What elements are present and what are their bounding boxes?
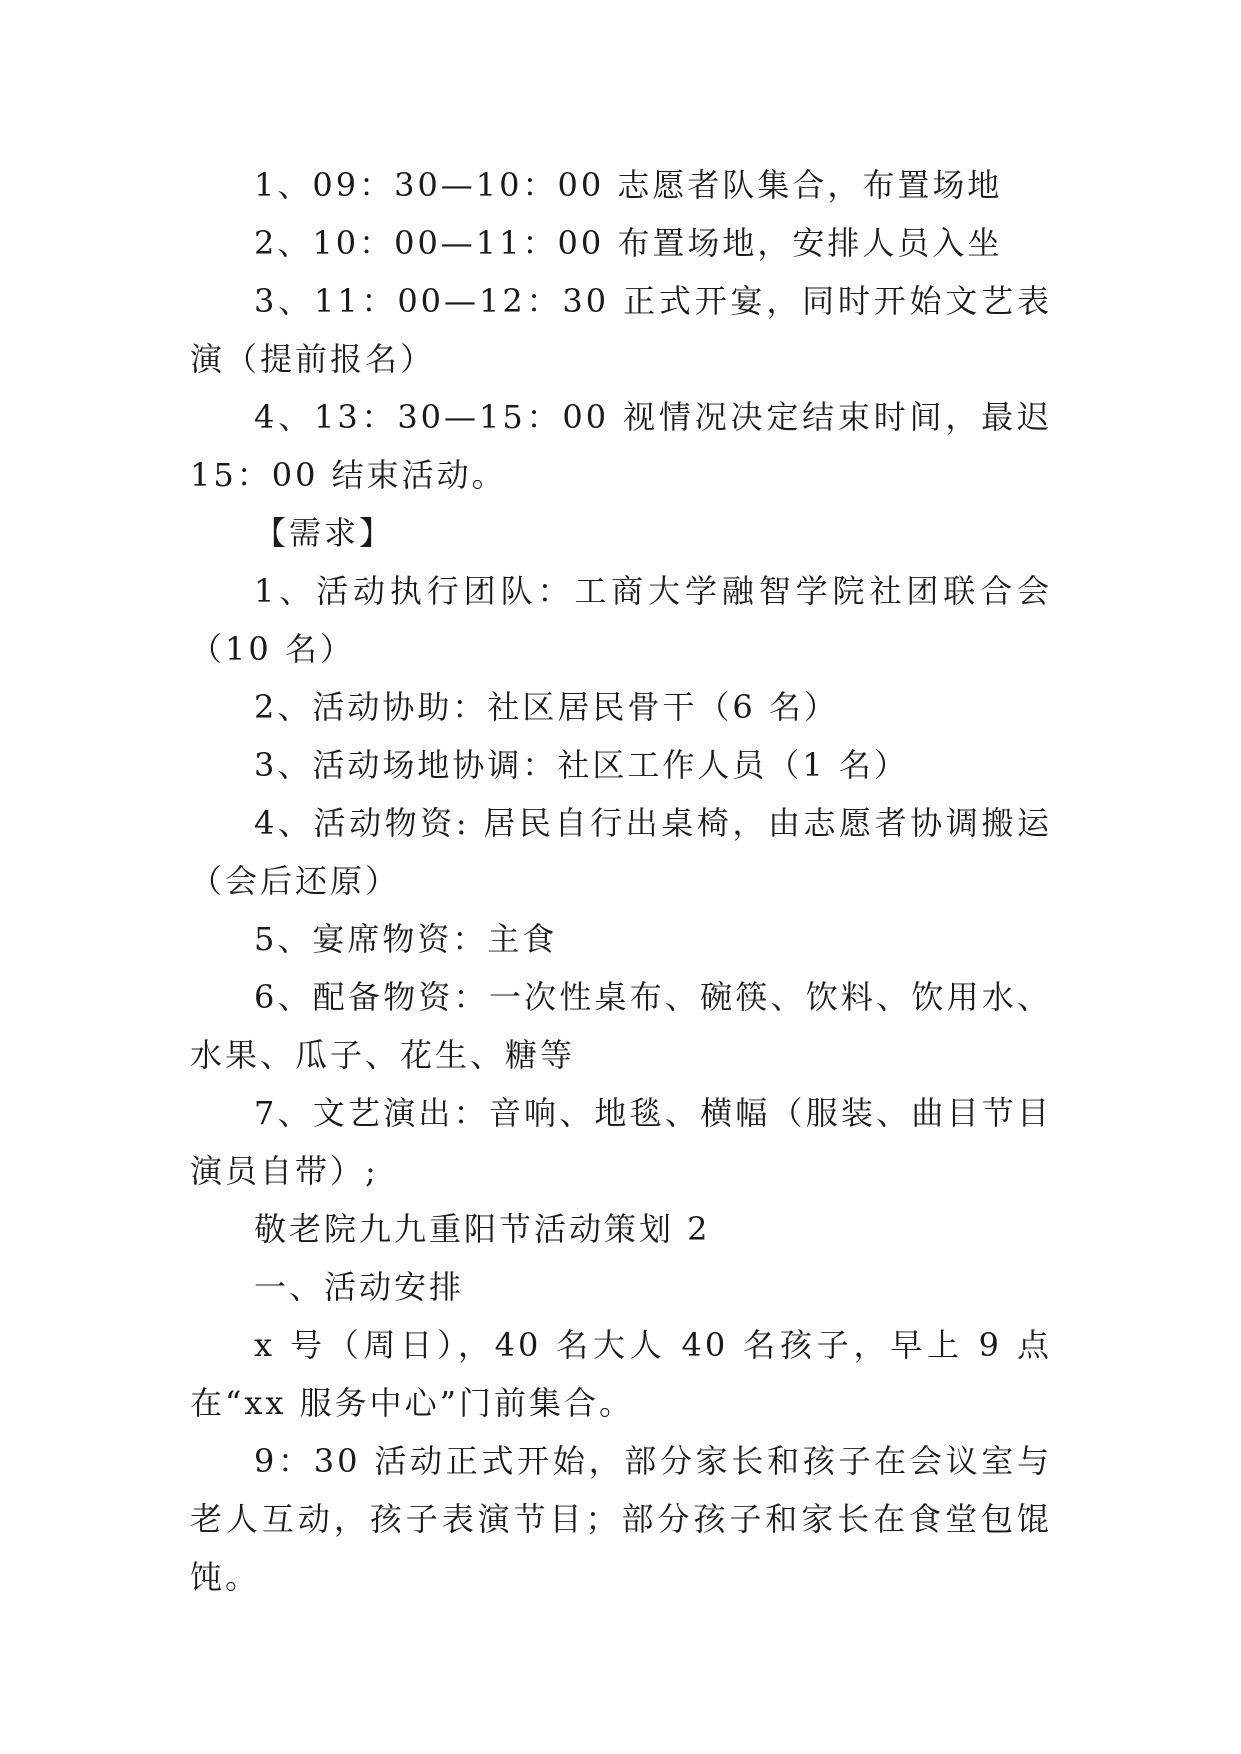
schedule-item-2: 2、10：00—11：00 布置场地，安排人员入坐: [254, 224, 1003, 262]
document-body: [190, 156, 1052, 1606]
section-heading-requirements: 【需求】: [254, 514, 395, 552]
requirement-item-2: 2、活动协助：社区居民骨干（6 名）: [254, 688, 839, 726]
section-heading-activity: 一、活动安排: [254, 1268, 465, 1306]
activity-paragraph-1: x 号（周日），40 名大人 40 名孩子，早上 9 点在“xx 服务中心”门前集合。: [190, 1326, 1052, 1422]
schedule-item-1: 1、09：30—10：00 志愿者队集合，布置场地: [254, 166, 1003, 204]
activity-paragraph-2: 9：30 活动正式开始，部分家长和孩子在会议室与老人互动，孩子表演节目；部分孩子和家长在食堂包馄饨。: [190, 1442, 1052, 1596]
requirement-item-3: 3、活动场地协调：社区工作人员（1 名）: [254, 746, 909, 784]
requirement-item-7: 7、文艺演出：音响、地毯、横幅（服装、曲目节目演员自带）;: [190, 1094, 1052, 1190]
schedule-item-4: 4、13：30—15：00 视情况决定结束时间，最迟 15：00 结束活动。: [190, 398, 1052, 494]
requirement-item-4: 4、活动物资: 居民自行出桌椅，由志愿者协调搬运（会后还原）: [190, 804, 1052, 900]
plan-title: 敬老院九九重阳节活动策划 2: [254, 1210, 711, 1248]
requirement-item-1: 1、活动执行团队：工商大学融智学院社团联合会（10 名）: [190, 572, 1052, 668]
schedule-item-3: 3、11：00—12：30 正式开宴，同时开始文艺表演（提前报名）: [190, 282, 1052, 378]
requirement-item-5: 5、宴席物资：主食: [254, 920, 558, 958]
requirement-item-6: 6、配备物资：一次性桌布、碗筷、饮料、饮用水、水果、瓜子、花生、糖等: [190, 978, 1052, 1074]
